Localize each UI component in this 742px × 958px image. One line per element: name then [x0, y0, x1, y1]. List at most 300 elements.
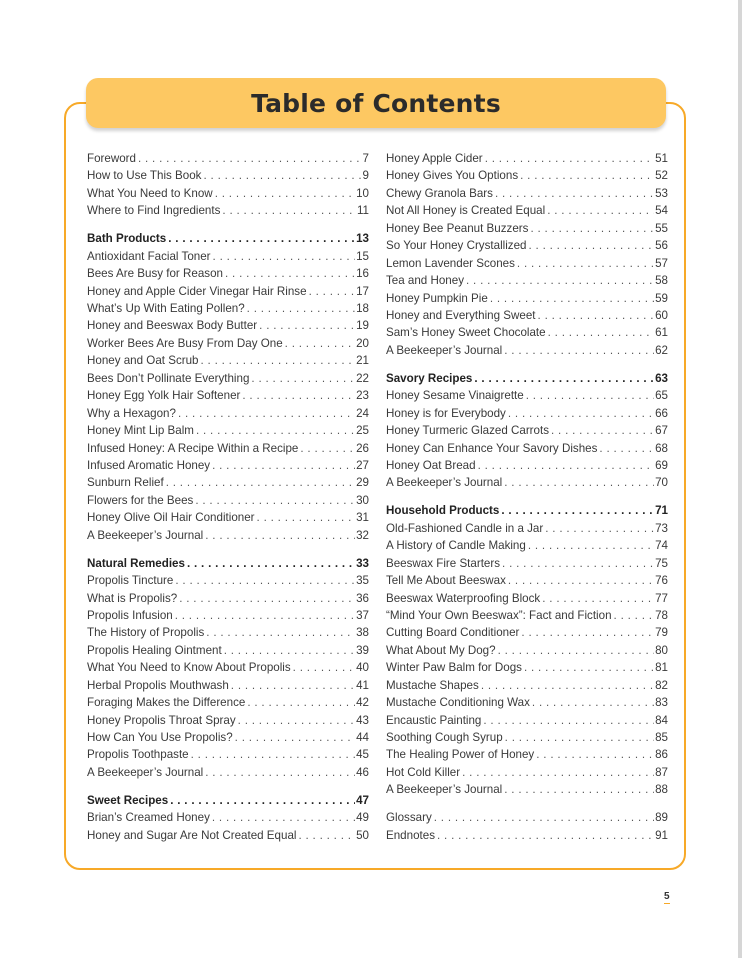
toc-entry-what-s-up-with-eating-pollen[interactable]: [87, 300, 369, 317]
toc-entry-page: 74: [655, 539, 668, 553]
dot-leader: [520, 167, 654, 184]
toc-entry-what-is-propolis[interactable]: [87, 590, 369, 607]
toc-entry-page: 11: [356, 204, 369, 218]
toc-entry-page: 25: [356, 424, 369, 438]
toc-entry-page: 42: [356, 696, 369, 710]
toc-entry-title: Honey Apple Cider: [386, 152, 483, 165]
dot-leader: [212, 809, 355, 826]
toc-entry-title: Winter Paw Balm for Dogs: [386, 661, 522, 675]
toc-entry-a-beekeeper-s-journal[interactable]: [386, 342, 668, 359]
toc-entry-title: A Beekeeper’s Journal: [386, 783, 503, 797]
toc-entry-page: 53: [655, 186, 668, 200]
dot-leader: [206, 624, 355, 641]
toc-entry-what-you-need-to-know[interactable]: [87, 185, 369, 202]
toc-entry-title: A Beekeeper’s Journal: [386, 476, 503, 490]
toc-entry-mustache-shapes[interactable]: [386, 677, 668, 694]
toc-entry-title: Infused Honey: A Recipe Within a Recipe: [87, 441, 299, 455]
dot-leader: [195, 492, 355, 509]
toc-entry-title: Cutting Board Conditioner: [386, 626, 520, 640]
toc-entry-page: 91: [655, 828, 668, 842]
toc-entry-page: 13: [356, 232, 369, 246]
dot-leader: [201, 352, 356, 369]
toc-entry-bees-don-t-pollinate-everything[interactable]: [87, 370, 369, 387]
toc-entry-how-to-use-this-book[interactable]: [87, 167, 369, 184]
dot-leader: [191, 746, 355, 763]
dot-leader: [309, 283, 356, 300]
toc-entry-page: 86: [655, 748, 668, 762]
toc-entry-herbal-propolis-mouthwash[interactable]: [87, 677, 369, 694]
toc-entry-title: Honey Oat Bread: [386, 458, 476, 472]
section-gap: [386, 492, 668, 503]
toc-entry-encaustic-painting[interactable]: [386, 712, 668, 729]
toc-entry-tell-me-about-beeswax[interactable]: [386, 572, 668, 589]
dot-leader: [235, 729, 355, 746]
dot-leader: [504, 342, 654, 359]
toc-entry-title: Soothing Cough Syrup: [386, 731, 503, 744]
toc-entry-title: Honey is for Everybody: [386, 406, 506, 420]
toc-entry-title: Savory Recipes: [386, 371, 473, 385]
toc-entry-honey-turmeric-glazed-carrots[interactable]: [386, 422, 668, 439]
toc-entry-old-fashioned-candle-in-a-jar[interactable]: [386, 520, 668, 537]
toc-entry-honey-is-for-everybody[interactable]: [386, 405, 668, 422]
toc-entry-title: Herbal Propolis Mouthwash: [87, 678, 229, 692]
dot-leader: [532, 694, 654, 711]
toc-entry-title: Honey Bee Peanut Buzzers: [386, 221, 529, 235]
toc-entry-page: 9: [362, 169, 369, 183]
toc-entry-title: Propolis Healing Ointment: [87, 643, 222, 657]
toc-entry-beeswax-fire-starters[interactable]: [386, 555, 668, 572]
toc-entry-honey-oat-bread[interactable]: [386, 457, 668, 474]
toc-entry-page: 27: [356, 458, 369, 472]
dot-leader: [495, 185, 654, 202]
toc-entry-hot-cold-killer[interactable]: [386, 764, 668, 781]
toc-section-natural-remedies[interactable]: [87, 555, 369, 572]
toc-entry-title: Honey Pumpkin Pie: [386, 291, 488, 305]
toc-entry-page: 54: [655, 204, 668, 218]
toc-entry-page: 88: [655, 783, 668, 797]
dot-leader: [242, 387, 355, 404]
toc-entry-title: A Beekeeper’s Journal: [87, 765, 204, 779]
dot-leader: [505, 729, 654, 746]
toc-entry-title: How to Use This Book: [87, 169, 202, 183]
toc-entry-page: 83: [655, 696, 668, 710]
toc-entry-title: Honey and Oat Scrub: [87, 354, 199, 368]
toc-entry-page: 58: [655, 274, 668, 288]
toc-entry-sunburn-relief[interactable]: [87, 474, 369, 491]
toc-entry-title: How Can You Use Propolis?: [87, 731, 233, 744]
toc-entry-title: Natural Remedies: [87, 556, 185, 570]
toc-entry-propolis-healing-ointment[interactable]: [87, 642, 369, 659]
toc-entry-title: Tea and Honey: [386, 274, 464, 288]
toc-section-household-products[interactable]: [386, 502, 668, 519]
toc-entry-page: 35: [356, 574, 369, 588]
toc-entry-beeswax-waterproofing-block[interactable]: [386, 590, 668, 607]
dot-leader: [498, 642, 655, 659]
toc-entry-title: Chewy Granola Bars: [386, 186, 493, 200]
dot-leader: [536, 746, 654, 763]
dot-leader: [224, 642, 355, 659]
toc-entry-title: Mustache Shapes: [386, 678, 479, 692]
dot-leader: [213, 248, 356, 265]
toc-entry-page: 56: [655, 239, 668, 253]
toc-entry-a-history-of-candle-making[interactable]: [386, 537, 668, 554]
toc-entry-honey-propolis-throat-spray[interactable]: [87, 712, 369, 729]
dot-leader: [138, 150, 362, 167]
dot-leader: [547, 202, 654, 219]
toc-entry-title: Honey and Sugar Are Not Created Equal: [87, 828, 297, 842]
toc-entry-page: 78: [655, 608, 668, 622]
toc-entry-honey-egg-yolk-hair-softener[interactable]: [87, 387, 369, 404]
dot-leader: [205, 764, 355, 781]
toc-entry-what-you-need-to-know-about-propolis[interactable]: [87, 659, 369, 676]
toc-entry-honey-apple-cider[interactable]: [386, 150, 668, 167]
toc-entry-page: 69: [655, 458, 668, 472]
toc-entry-page: 22: [356, 371, 369, 385]
toc-entry-page: 59: [655, 291, 668, 305]
toc-entry-page: 31: [356, 511, 369, 525]
page-number: 5: [664, 891, 670, 902]
toc-entry-brian-s-creamed-honey[interactable]: [87, 809, 369, 826]
dot-leader: [478, 457, 655, 474]
toc-entry-title: Encaustic Painting: [386, 713, 482, 727]
dot-leader: [300, 440, 355, 457]
toc-entry-the-healing-power-of-honey[interactable]: [386, 746, 668, 763]
toc-entry-page: 80: [655, 643, 668, 657]
toc-entry-page: 51: [655, 152, 668, 165]
dot-leader: [599, 440, 654, 457]
toc-entry-worker-bees-are-busy-from-day-one[interactable]: [87, 335, 369, 352]
dot-leader: [285, 335, 355, 352]
dot-leader: [542, 590, 654, 607]
dot-leader: [175, 572, 355, 589]
toc-entry-title: Sunburn Relief: [87, 476, 164, 490]
toc-entry-honey-sesame-vinaigrette[interactable]: [386, 387, 668, 404]
toc-entry-page: 67: [655, 424, 668, 438]
dot-leader: [205, 527, 355, 544]
toc-entry-title: “Mind Your Own Beeswax”: Fact and Fiction: [386, 608, 612, 622]
toc-entry-title: Honey and Everything Sweet: [386, 308, 536, 322]
dot-leader: [517, 255, 654, 272]
toc-entry-title: Propolis Infusion: [87, 608, 173, 622]
toc-entry-title: A History of Candle Making: [386, 539, 526, 553]
toc-entry-what-about-my-dog[interactable]: [386, 642, 668, 659]
toc-entry-title: Lemon Lavender Scones: [386, 256, 515, 270]
dot-leader: [259, 317, 355, 334]
section-gap: [87, 544, 369, 555]
toc-entry-page: 43: [356, 713, 369, 727]
toc-entry-page: 24: [356, 406, 369, 420]
dot-leader: [466, 272, 654, 289]
toc-entry-bees-are-busy-for-reason[interactable]: [87, 265, 369, 282]
dot-leader: [504, 781, 654, 798]
toc-entry-title: The History of Propolis: [87, 626, 205, 640]
toc-entry-title: Infused Aromatic Honey: [87, 458, 211, 472]
dot-leader: [178, 405, 355, 422]
toc-entry-where-to-find-ingredients[interactable]: [87, 202, 369, 219]
toc-entry-title: Honey Gives You Options: [386, 169, 519, 183]
dot-leader: [247, 694, 355, 711]
toc-entry-title: Honey Turmeric Glazed Carrots: [386, 424, 550, 438]
dot-leader: [530, 220, 654, 237]
toc-entry-title: What You Need to Know: [87, 186, 213, 200]
toc-entry-page: 66: [655, 406, 668, 420]
toc-entry-title: A Beekeeper’s Journal: [87, 528, 204, 542]
toc-entry-page: 38: [356, 626, 369, 640]
toc-entry-antioxidant-facial-toner[interactable]: [87, 248, 369, 265]
toc-entry-title: The Healing Power of Honey: [386, 748, 535, 762]
dot-leader: [501, 502, 654, 519]
toc-entry-title: Flowers for the Bees: [87, 493, 194, 507]
toc-entry-page: 44: [356, 731, 369, 744]
toc-entry-page: 33: [356, 556, 369, 570]
toc-entry-page: 61: [655, 326, 668, 340]
dot-leader: [247, 300, 355, 317]
toc-entry-propolis-toothpaste[interactable]: [87, 746, 369, 763]
toc-entry-honey-can-enhance-your-savory-dishes[interactable]: [386, 440, 668, 457]
toc-entry-why-a-hexagon[interactable]: [87, 405, 369, 422]
toc-entry-page: 18: [356, 302, 369, 315]
dot-leader: [462, 764, 654, 781]
toc-entry-title: Hot Cold Killer: [386, 765, 461, 779]
toc-entry-title: Foraging Makes the Difference: [87, 696, 246, 710]
toc-entry-title: Worker Bees Are Busy From Day One: [87, 336, 283, 350]
dot-leader: [548, 324, 654, 341]
dot-leader: [614, 607, 655, 624]
toc-entry-page: 7: [362, 152, 369, 165]
toc-entry-page: 57: [655, 256, 668, 270]
toc-entry-the-history-of-propolis[interactable]: [87, 624, 369, 641]
dot-leader: [524, 659, 654, 676]
toc-entry-honey-and-oat-scrub[interactable]: [87, 352, 369, 369]
toc-section-bath-products[interactable]: [87, 230, 369, 247]
toc-entry-page: 37: [356, 608, 369, 622]
toc-entry-infused-honey-a-recipe-within-a-recipe[interactable]: [87, 440, 369, 457]
dot-leader: [538, 307, 655, 324]
toc-entry-mustache-conditioning-wax[interactable]: [386, 694, 668, 711]
toc-entry-page: 32: [356, 528, 369, 542]
dot-leader: [521, 624, 654, 641]
dot-leader: [481, 677, 654, 694]
toc-entry-title: Honey Egg Yolk Hair Softener: [87, 389, 241, 403]
title-banner: [86, 78, 666, 128]
toc-entry-page: 50: [356, 828, 369, 842]
toc-entry-page: 76: [655, 574, 668, 588]
toc-entry-title: What is Propolis?: [87, 591, 178, 605]
toc-entry-page: 30: [356, 493, 369, 507]
dot-leader: [502, 555, 654, 572]
toc-entry-honey-and-beeswax-body-butter[interactable]: [87, 317, 369, 334]
toc-entry-title: Glossary: [386, 811, 432, 825]
toc-entry-page: 46: [356, 765, 369, 779]
toc-entry-soothing-cough-syrup[interactable]: [386, 729, 668, 746]
toc-entry-page: 17: [356, 284, 369, 298]
toc-entry-page: 20: [356, 336, 369, 350]
dot-leader: [203, 167, 361, 184]
toc-entry-so-your-honey-crystallized[interactable]: [386, 237, 668, 254]
toc-entry-title: Bees Don’t Pollinate Everything: [87, 371, 250, 385]
toc-entry-title: Not All Honey is Created Equal: [386, 204, 546, 218]
dot-leader: [490, 290, 654, 307]
toc-entry-title: Bees Are Busy for Reason: [87, 267, 223, 281]
toc-entry-glossary[interactable]: [386, 809, 668, 826]
toc-entry-honey-and-apple-cider-vinegar-hair-rinse[interactable]: [87, 283, 369, 300]
toc-entry-page: 36: [356, 591, 369, 605]
toc-entry-page: 49: [356, 811, 369, 825]
toc-entry-page: 40: [356, 661, 369, 675]
toc-entry-page: 68: [655, 441, 668, 455]
toc-entry-title: What You Need to Know About Propolis: [87, 661, 291, 675]
toc-entry-page: 73: [655, 521, 668, 535]
toc-entry-honey-and-sugar-are-not-created-equal[interactable]: [87, 827, 369, 844]
toc-entry-page: 55: [655, 221, 668, 235]
toc-entry-page: 79: [655, 626, 668, 640]
toc-entry-title: Honey and Beeswax Body Butter: [87, 319, 258, 333]
toc-entry-title: Sam’s Honey Sweet Chocolate: [386, 326, 546, 340]
toc-entry-page: 16: [356, 267, 369, 281]
toc-entry-title: Foreword: [87, 152, 136, 165]
toc-entry-page: 65: [655, 389, 668, 403]
toc-entry-page: 89: [655, 811, 668, 825]
toc-entry-title: Propolis Toothpaste: [87, 748, 189, 762]
toc-entry-chewy-granola-bars[interactable]: [386, 185, 668, 202]
toc-entry-cutting-board-conditioner[interactable]: [386, 624, 668, 641]
dot-leader: [434, 809, 654, 826]
dot-leader: [485, 150, 654, 167]
section-gap: [87, 781, 369, 792]
toc-entry-title: Antioxidant Facial Toner: [87, 249, 211, 263]
dot-leader: [187, 555, 355, 572]
toc-entry-propolis-infusion[interactable]: [87, 607, 369, 624]
toc-entry-page: 21: [356, 354, 369, 368]
toc-entry-propolis-tincture[interactable]: [87, 572, 369, 589]
toc-entry-page: 47: [356, 793, 369, 807]
toc-section-sweet-recipes[interactable]: [87, 792, 369, 809]
toc-entry-page: 62: [655, 343, 668, 357]
toc-entry-page: 29: [356, 476, 369, 490]
toc-entry-page: 41: [356, 678, 369, 692]
toc-entry-honey-and-everything-sweet[interactable]: [386, 307, 668, 324]
toc-entry-how-can-you-use-propolis[interactable]: [87, 729, 369, 746]
dot-leader: [526, 387, 654, 404]
toc-entry-a-beekeeper-s-journal[interactable]: [87, 764, 369, 781]
toc-entry-title: Where to Find Ingredients: [87, 204, 221, 218]
toc-entry-title: Endnotes: [386, 828, 435, 842]
toc-entry-page: 45: [356, 748, 369, 762]
page-title: Table of Contents: [251, 88, 501, 118]
toc-entry-title: Tell Me About Beeswax: [386, 574, 506, 588]
toc-entry-page: 15: [356, 249, 369, 263]
dot-leader: [545, 520, 654, 537]
toc-entry-title: What About My Dog?: [386, 643, 496, 657]
toc-entry-sam-s-honey-sweet-chocolate[interactable]: [386, 324, 668, 341]
toc-entry-page: 39: [356, 643, 369, 657]
toc-entry-infused-aromatic-honey[interactable]: [87, 457, 369, 474]
toc-entry-title: Honey and Apple Cider Vinegar Hair Rinse: [87, 284, 307, 298]
toc-entry-not-all-honey-is-created-equal[interactable]: [386, 202, 668, 219]
dot-leader: [508, 572, 654, 589]
toc-entry-title: Sweet Recipes: [87, 793, 169, 807]
toc-entry-flowers-for-the-bees[interactable]: [87, 492, 369, 509]
toc-entry-foreword[interactable]: [87, 150, 369, 167]
dot-leader: [474, 370, 654, 387]
dot-leader: [298, 827, 355, 844]
toc-entry-title: Brian’s Creamed Honey: [87, 811, 210, 825]
toc-entry-a-beekeeper-s-journal[interactable]: [386, 474, 668, 491]
toc-entry-page: 23: [356, 389, 369, 403]
toc-entry-mind-your-own-beeswax-fact-and-fiction[interactable]: [386, 607, 668, 624]
toc-entry-title: A Beekeeper’s Journal: [386, 343, 503, 357]
toc-entry-honey-gives-you-options[interactable]: [386, 167, 668, 184]
dot-leader: [528, 537, 654, 554]
toc-entry-title: Honey Propolis Throat Spray: [87, 713, 236, 727]
toc-entry-page: 87: [655, 765, 668, 779]
dot-leader: [196, 422, 355, 439]
toc-section-savory-recipes[interactable]: [386, 370, 668, 387]
toc-entry-title: Old-Fashioned Candle in a Jar: [386, 521, 544, 535]
toc-entry-honey-olive-oil-hair-conditioner[interactable]: [87, 509, 369, 526]
toc-entry-endnotes[interactable]: [386, 827, 668, 844]
dot-leader: [225, 265, 355, 282]
dot-leader: [166, 474, 355, 491]
toc-entry-page: 60: [655, 308, 668, 322]
toc-entry-page: 71: [655, 504, 668, 518]
toc-entry-page: 82: [655, 678, 668, 692]
toc-entry-lemon-lavender-scones[interactable]: [386, 255, 668, 272]
dot-leader: [170, 792, 355, 809]
toc-entry-page: 81: [655, 661, 668, 675]
toc-entry-title: Honey Mint Lip Balm: [87, 424, 194, 438]
dot-leader: [293, 659, 355, 676]
toc-left-column: [87, 150, 369, 844]
dot-leader: [175, 607, 355, 624]
toc-entry-page: 70: [655, 476, 668, 490]
toc-entry-a-beekeeper-s-journal[interactable]: [87, 527, 369, 544]
toc-entry-title: Honey Can Enhance Your Savory Dishes: [386, 441, 598, 455]
toc-entry-title: Bath Products: [87, 232, 167, 246]
dot-leader: [179, 590, 355, 607]
toc-entry-a-beekeeper-s-journal[interactable]: [386, 781, 668, 798]
toc-entry-page: 26: [356, 441, 369, 455]
toc-entry-title: Honey Olive Oil Hair Conditioner: [87, 511, 255, 525]
toc-entry-page: 10: [356, 186, 369, 200]
dot-leader: [231, 677, 355, 694]
toc-entry-page: 63: [655, 371, 668, 385]
toc-entry-title: Propolis Tincture: [87, 574, 174, 588]
toc-right-column: [386, 150, 668, 844]
page-edge-shadow: [738, 0, 742, 958]
dot-leader: [251, 370, 355, 387]
toc-entry-page: 77: [655, 591, 668, 605]
toc-entry-title: Mustache Conditioning Wax: [386, 696, 530, 710]
toc-entry-honey-mint-lip-balm[interactable]: [87, 422, 369, 439]
toc-entry-honey-pumpkin-pie[interactable]: [386, 290, 668, 307]
dot-leader: [212, 457, 355, 474]
dot-leader: [222, 202, 356, 219]
toc-entry-title: Beeswax Fire Starters: [386, 556, 501, 570]
dot-leader: [483, 712, 654, 729]
section-gap: [386, 799, 668, 810]
toc-entry-winter-paw-balm-for-dogs[interactable]: [386, 659, 668, 676]
toc-entry-title: Honey Sesame Vinaigrette: [386, 389, 524, 403]
toc-entry-tea-and-honey[interactable]: [386, 272, 668, 289]
toc-entry-title: Household Products: [386, 504, 500, 518]
dot-leader: [551, 422, 654, 439]
toc-entry-honey-bee-peanut-buzzers[interactable]: [386, 220, 668, 237]
toc-entry-foraging-makes-the-difference[interactable]: [87, 694, 369, 711]
toc-entry-page: 85: [655, 731, 668, 744]
toc-entry-page: 52: [655, 169, 668, 183]
dot-leader: [437, 827, 654, 844]
